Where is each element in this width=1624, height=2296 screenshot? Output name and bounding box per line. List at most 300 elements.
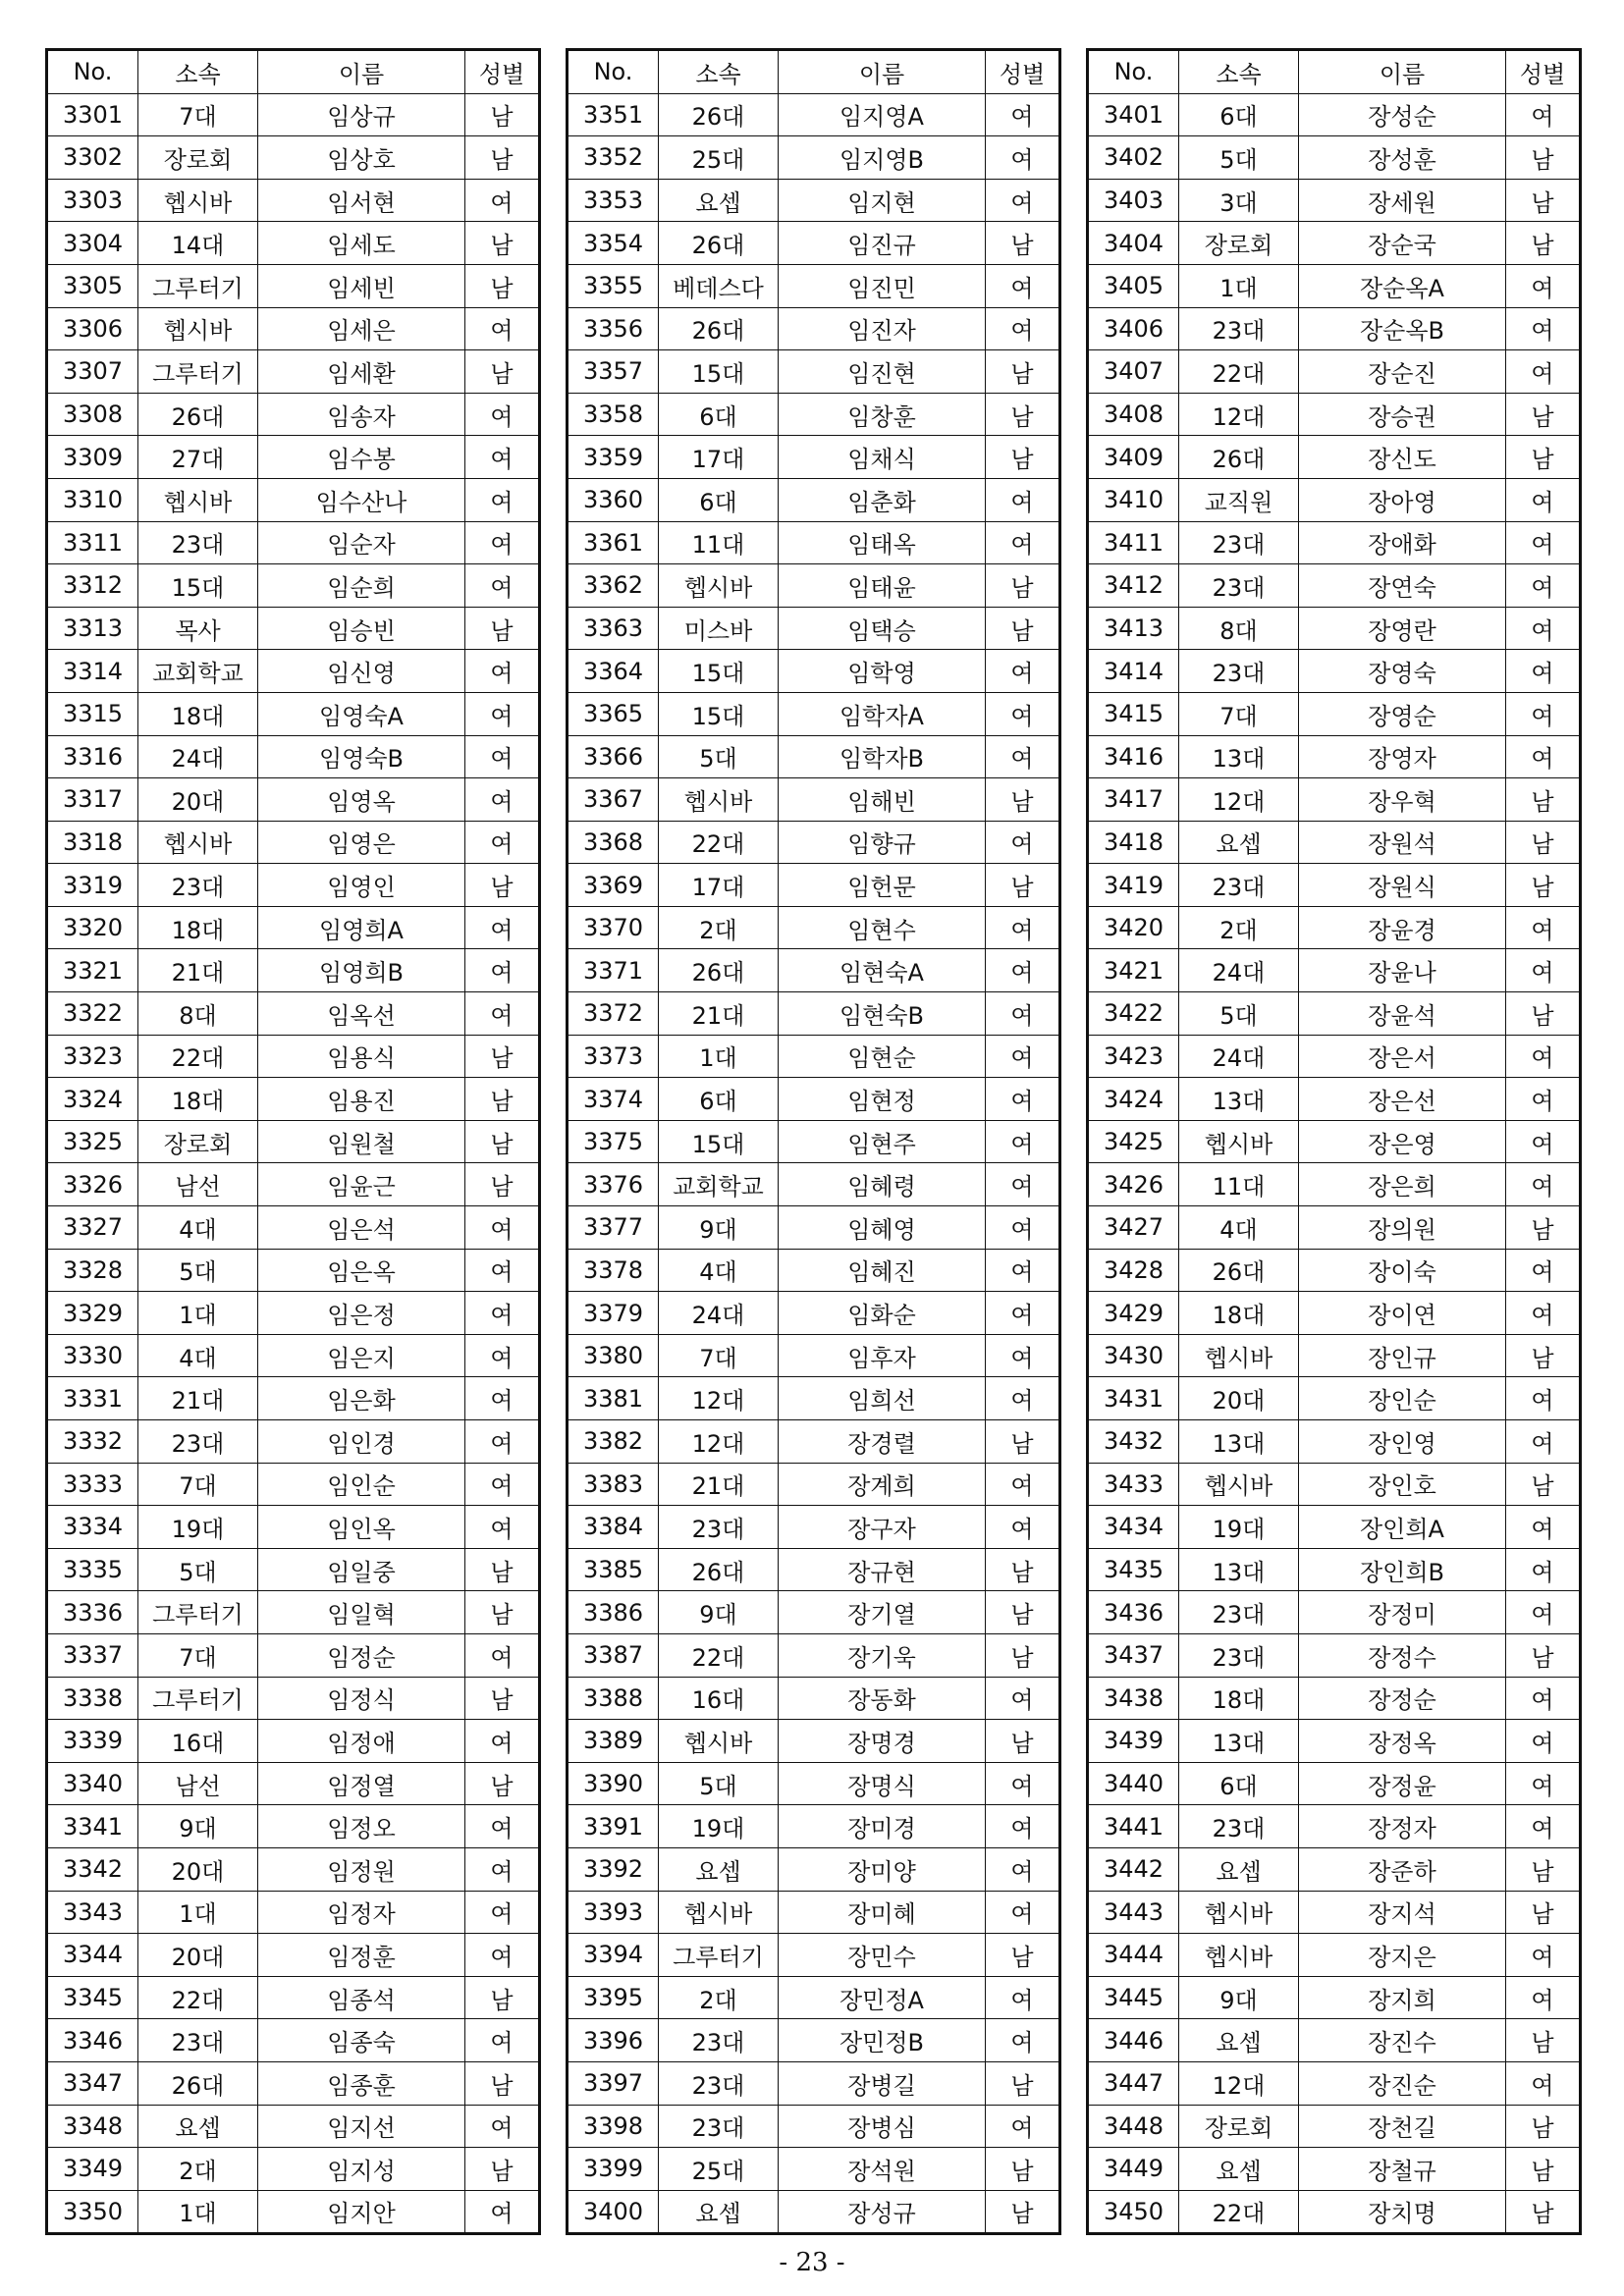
table-row [1089,1762,1580,1805]
cell-name: 장은희 [1299,1163,1506,1206]
cell-name: 장경렬 [779,1420,986,1464]
cell-no: 3352 [568,136,659,180]
table-row [48,1677,539,1720]
cell-no: 3342 [48,1847,138,1891]
cell-affiliation: 11대 [1179,1163,1299,1206]
cell-name: 임은정 [258,1292,465,1335]
cell-no: 3395 [568,1976,659,2019]
cell-name: 임세도 [258,222,465,265]
cell-gender: 남 [465,1976,539,2019]
cell-name: 임옥선 [258,992,465,1036]
cell-affiliation: 26대 [1179,436,1299,479]
table-row [48,1934,539,1977]
cell-gender: 남 [465,607,539,650]
table-row [1089,136,1580,180]
table-row [568,821,1059,864]
cell-name: 임창훈 [779,393,986,436]
cell-affiliation: 16대 [138,1720,258,1763]
cell-no: 3314 [48,650,138,693]
cell-no: 3322 [48,992,138,1036]
table-row [1089,179,1580,222]
cell-affiliation: 헵시바 [138,307,258,350]
cell-affiliation: 20대 [138,778,258,822]
cell-no: 3318 [48,821,138,864]
cell-gender: 여 [465,1720,539,1763]
table-row [48,1163,539,1206]
cell-gender: 여 [465,906,539,949]
table-row [48,650,539,693]
cell-no: 3340 [48,1762,138,1805]
cell-affiliation: 23대 [1179,650,1299,693]
table-row [1089,821,1580,864]
cell-gender: 여 [1506,650,1580,693]
table-header-row [568,51,1059,94]
cell-no: 3405 [1089,264,1179,307]
table-row [1089,2105,1580,2148]
cell-name: 장준하 [1299,1847,1506,1891]
table-row [1089,1377,1580,1420]
cell-affiliation: 21대 [659,992,779,1036]
cell-affiliation: 26대 [1179,1249,1299,1292]
cell-name: 장인호 [1299,1463,1506,1506]
cell-affiliation: 22대 [138,1976,258,2019]
cell-name: 장기욱 [779,1633,986,1677]
cell-name: 임진현 [779,350,986,394]
cell-name: 임세환 [258,350,465,394]
cell-affiliation: 교회학교 [138,650,258,693]
cell-gender: 여 [465,393,539,436]
table-row [48,521,539,564]
cell-affiliation: 23대 [1179,864,1299,907]
cell-no: 3378 [568,1249,659,1292]
cell-gender: 여 [1506,1035,1580,1078]
cell-gender: 여 [465,949,539,992]
cell-no: 3348 [48,2105,138,2148]
cell-no: 3328 [48,1249,138,1292]
table-row [568,864,1059,907]
cell-no: 3423 [1089,1035,1179,1078]
cell-name: 임영인 [258,864,465,907]
cell-gender: 여 [1506,93,1580,136]
table-row [568,1463,1059,1506]
table-row [1089,692,1580,735]
header-name: 이름 [258,51,465,94]
cell-gender: 여 [1506,1805,1580,1848]
cell-no: 3372 [568,992,659,1036]
cell-gender: 여 [465,436,539,479]
cell-gender: 남 [1506,393,1580,436]
cell-gender: 남 [465,2061,539,2105]
cell-name: 장지은 [1299,1934,1506,1977]
cell-affiliation: 23대 [1179,521,1299,564]
cell-affiliation: 6대 [1179,93,1299,136]
table-row [48,350,539,394]
cell-affiliation: 헵시바 [659,778,779,822]
cell-name: 장은서 [1299,1035,1506,1078]
cell-gender: 여 [1506,350,1580,394]
cell-gender: 여 [1506,1762,1580,1805]
cell-gender: 여 [465,2190,539,2233]
cell-no: 3316 [48,735,138,778]
cell-no: 3384 [568,1506,659,1549]
cell-affiliation: 26대 [659,1548,779,1591]
cell-no: 3324 [48,1078,138,1121]
cell-name: 장명식 [779,1762,986,1805]
header-gender: 성별 [465,51,539,94]
header-affiliation: 소속 [1179,51,1299,94]
cell-affiliation: 24대 [138,735,258,778]
cell-gender: 여 [465,1377,539,1420]
cell-gender: 남 [986,1420,1059,1464]
cell-name: 임세은 [258,307,465,350]
cell-name: 임향규 [779,821,986,864]
cell-affiliation: 9대 [138,1805,258,1848]
table-row [568,992,1059,1036]
cell-affiliation: 12대 [1179,778,1299,822]
cell-gender: 여 [1506,906,1580,949]
table-header-row [48,51,539,94]
cell-name: 임영은 [258,821,465,864]
cell-no: 3306 [48,307,138,350]
cell-name: 임원철 [258,1120,465,1163]
cell-affiliation: 7대 [138,1633,258,1677]
cell-no: 3311 [48,521,138,564]
cell-gender: 여 [986,949,1059,992]
cell-gender: 여 [986,1206,1059,1250]
cell-no: 3417 [1089,778,1179,822]
table-row [568,1891,1059,1934]
cell-no: 3434 [1089,1506,1179,1549]
cell-no: 3433 [1089,1463,1179,1506]
table-row [48,1420,539,1464]
cell-gender: 남 [465,1163,539,1206]
cell-name: 임용식 [258,1035,465,1078]
cell-gender: 남 [1506,1206,1580,1250]
table-row [1089,1633,1580,1677]
table-row [1089,564,1580,608]
cell-no: 3362 [568,564,659,608]
cell-gender: 여 [465,521,539,564]
cell-affiliation: 12대 [1179,393,1299,436]
cell-name: 장윤경 [1299,906,1506,949]
cell-affiliation: 12대 [659,1377,779,1420]
cell-no: 3444 [1089,1934,1179,1977]
cell-no: 3422 [1089,992,1179,1036]
cell-affiliation: 15대 [659,350,779,394]
cell-affiliation: 5대 [1179,136,1299,180]
cell-name: 장병길 [779,2061,986,2105]
cell-affiliation: 7대 [138,1463,258,1506]
table-row [1089,607,1580,650]
cell-name: 임인옥 [258,1506,465,1549]
cell-name: 장구자 [779,1506,986,1549]
cell-no: 3323 [48,1035,138,1078]
table-row [48,1463,539,1506]
cell-affiliation: 21대 [659,1463,779,1506]
cell-affiliation: 26대 [659,222,779,265]
cell-affiliation: 13대 [1179,1078,1299,1121]
cell-affiliation: 장로회 [1179,222,1299,265]
cell-name: 임채식 [779,436,986,479]
cell-affiliation: 12대 [1179,2061,1299,2105]
cell-no: 3400 [568,2190,659,2233]
cell-name: 장인영 [1299,1420,1506,1464]
cell-gender: 여 [465,821,539,864]
cell-name: 임태윤 [779,564,986,608]
cell-affiliation: 15대 [659,1120,779,1163]
cell-no: 3447 [1089,2061,1179,2105]
cell-no: 3410 [1089,478,1179,521]
cell-gender: 여 [986,478,1059,521]
cell-name: 임후자 [779,1334,986,1377]
cell-gender: 남 [1506,2190,1580,2233]
cell-name: 장규현 [779,1548,986,1591]
cell-no: 3439 [1089,1720,1179,1763]
cell-name: 장천길 [1299,2105,1506,2148]
cell-gender: 여 [986,906,1059,949]
cell-name: 임인경 [258,1420,465,1464]
table-row [1089,264,1580,307]
cell-no: 3425 [1089,1120,1179,1163]
table-row [568,1163,1059,1206]
table-row [568,436,1059,479]
cell-affiliation: 미스바 [659,607,779,650]
cell-name: 장민정A [779,1976,986,2019]
cell-affiliation: 9대 [659,1591,779,1634]
cell-gender: 여 [986,2019,1059,2062]
cell-affiliation: 16대 [659,1677,779,1720]
table-row [48,778,539,822]
cell-affiliation: 23대 [1179,1805,1299,1848]
cell-affiliation: 헵시바 [138,478,258,521]
cell-gender: 여 [465,1420,539,1464]
cell-name: 장연숙 [1299,564,1506,608]
table-row [1089,222,1580,265]
table-row [48,1506,539,1549]
cell-gender: 여 [986,1163,1059,1206]
cell-no: 3392 [568,1847,659,1891]
cell-no: 3397 [568,2061,659,2105]
cell-no: 3429 [1089,1292,1179,1335]
cell-affiliation: 요셉 [659,179,779,222]
header-name: 이름 [1299,51,1506,94]
cell-name: 임순희 [258,564,465,608]
table-row [48,564,539,608]
cell-name: 임학자B [779,735,986,778]
roster-tables [47,50,1579,2228]
cell-affiliation: 17대 [659,864,779,907]
cell-name: 임송자 [258,393,465,436]
cell-gender: 여 [465,1891,539,1934]
cell-affiliation: 7대 [138,93,258,136]
cell-name: 임지현 [779,179,986,222]
header-gender: 성별 [986,51,1059,94]
cell-no: 3427 [1089,1206,1179,1250]
table-row [48,1120,539,1163]
cell-gender: 여 [465,692,539,735]
cell-name: 장순옥B [1299,307,1506,350]
cell-affiliation: 27대 [138,436,258,479]
cell-name: 장성순 [1299,93,1506,136]
cell-gender: 여 [986,1120,1059,1163]
cell-affiliation: 18대 [138,692,258,735]
cell-gender: 남 [1506,1633,1580,1677]
cell-name: 장아영 [1299,478,1506,521]
cell-name: 임영옥 [258,778,465,822]
table-row [568,1677,1059,1720]
cell-affiliation: 13대 [1179,1420,1299,1464]
cell-no: 3302 [48,136,138,180]
cell-name: 장이연 [1299,1292,1506,1335]
cell-gender: 여 [986,1249,1059,1292]
table-row [1089,436,1580,479]
cell-gender: 여 [986,179,1059,222]
table-row [48,136,539,180]
table-row [48,692,539,735]
cell-no: 3369 [568,864,659,907]
cell-no: 3445 [1089,1976,1179,2019]
cell-name: 장석원 [779,2148,986,2191]
cell-no: 3356 [568,307,659,350]
cell-gender: 여 [1506,564,1580,608]
cell-no: 3319 [48,864,138,907]
cell-no: 3390 [568,1762,659,1805]
cell-affiliation: 23대 [1179,564,1299,608]
table-row [1089,1891,1580,1934]
table-row [568,1078,1059,1121]
cell-affiliation: 26대 [659,93,779,136]
cell-no: 3347 [48,2061,138,2105]
table-row [568,1805,1059,1848]
cell-no: 3379 [568,1292,659,1335]
cell-no: 3373 [568,1035,659,1078]
cell-name: 임승빈 [258,607,465,650]
cell-affiliation: 9대 [659,1206,779,1250]
cell-no: 3386 [568,1591,659,1634]
cell-gender: 여 [1506,1377,1580,1420]
header-affiliation: 소속 [659,51,779,94]
cell-no: 3446 [1089,2019,1179,2062]
roster-table-1 [47,50,539,2233]
cell-name: 임은옥 [258,1249,465,1292]
cell-affiliation: 1대 [659,1035,779,1078]
cell-affiliation: 23대 [659,2061,779,2105]
cell-no: 3307 [48,350,138,394]
table-row [1089,1120,1580,1163]
table-row [568,1506,1059,1549]
cell-affiliation: 7대 [659,1334,779,1377]
cell-affiliation: 9대 [1179,1976,1299,2019]
cell-no: 3441 [1089,1805,1179,1848]
table-row [1089,650,1580,693]
cell-no: 3344 [48,1934,138,1977]
cell-affiliation: 23대 [138,2019,258,2062]
table-row [1089,1078,1580,1121]
cell-gender: 여 [1506,2061,1580,2105]
cell-gender: 여 [986,307,1059,350]
table-row [48,906,539,949]
table-row [1089,1420,1580,1464]
cell-affiliation: 19대 [138,1506,258,1549]
cell-gender: 여 [1506,1249,1580,1292]
cell-no: 3338 [48,1677,138,1720]
cell-affiliation: 23대 [659,1506,779,1549]
cell-affiliation: 요셉 [659,2190,779,2233]
cell-affiliation: 24대 [1179,1035,1299,1078]
table-row [568,2019,1059,2062]
cell-name: 장민수 [779,1934,986,1977]
cell-no: 3428 [1089,1249,1179,1292]
cell-name: 장민정B [779,2019,986,2062]
table-row [1089,906,1580,949]
table-row [568,393,1059,436]
table-row [1089,1976,1580,2019]
cell-gender: 남 [986,607,1059,650]
cell-name: 임영희A [258,906,465,949]
table-row [1089,864,1580,907]
header-no: No. [1089,51,1179,94]
cell-name: 장순국 [1299,222,1506,265]
cell-affiliation: 20대 [1179,1377,1299,1420]
cell-affiliation: 22대 [1179,2190,1299,2233]
cell-no: 3412 [1089,564,1179,608]
cell-gender: 남 [465,350,539,394]
cell-affiliation: 그루터기 [138,350,258,394]
cell-gender: 남 [1506,2148,1580,2191]
header-affiliation: 소속 [138,51,258,94]
cell-no: 3370 [568,906,659,949]
cell-affiliation: 23대 [659,2105,779,2148]
cell-no: 3309 [48,436,138,479]
cell-no: 3354 [568,222,659,265]
table-row [48,1976,539,2019]
table-row [48,436,539,479]
cell-gender: 여 [986,264,1059,307]
cell-name: 임혜령 [779,1163,986,1206]
cell-gender: 여 [1506,949,1580,992]
cell-affiliation: 요셉 [1179,821,1299,864]
cell-name: 장정미 [1299,1591,1506,1634]
cell-no: 3418 [1089,821,1179,864]
cell-no: 3408 [1089,393,1179,436]
table-row [48,1078,539,1121]
cell-name: 임수산나 [258,478,465,521]
cell-gender: 남 [465,222,539,265]
table-row [1089,2019,1580,2062]
cell-affiliation: 헵시바 [138,821,258,864]
table-row [1089,1249,1580,1292]
cell-affiliation: 장로회 [1179,2105,1299,2148]
cell-name: 임정자 [258,1891,465,1934]
cell-gender: 여 [465,1249,539,1292]
cell-name: 임정애 [258,1720,465,1763]
cell-affiliation: 헵시바 [1179,1934,1299,1977]
cell-no: 3350 [48,2190,138,2233]
cell-gender: 여 [986,1976,1059,2019]
table-row [48,179,539,222]
cell-name: 장신도 [1299,436,1506,479]
cell-no: 3398 [568,2105,659,2148]
cell-name: 장영숙 [1299,650,1506,693]
cell-affiliation: 6대 [659,478,779,521]
cell-no: 3325 [48,1120,138,1163]
cell-affiliation: 13대 [1179,1720,1299,1763]
cell-affiliation: 23대 [138,864,258,907]
cell-gender: 여 [1506,307,1580,350]
cell-name: 장순진 [1299,350,1506,394]
cell-gender: 남 [465,136,539,180]
header-no: No. [48,51,138,94]
